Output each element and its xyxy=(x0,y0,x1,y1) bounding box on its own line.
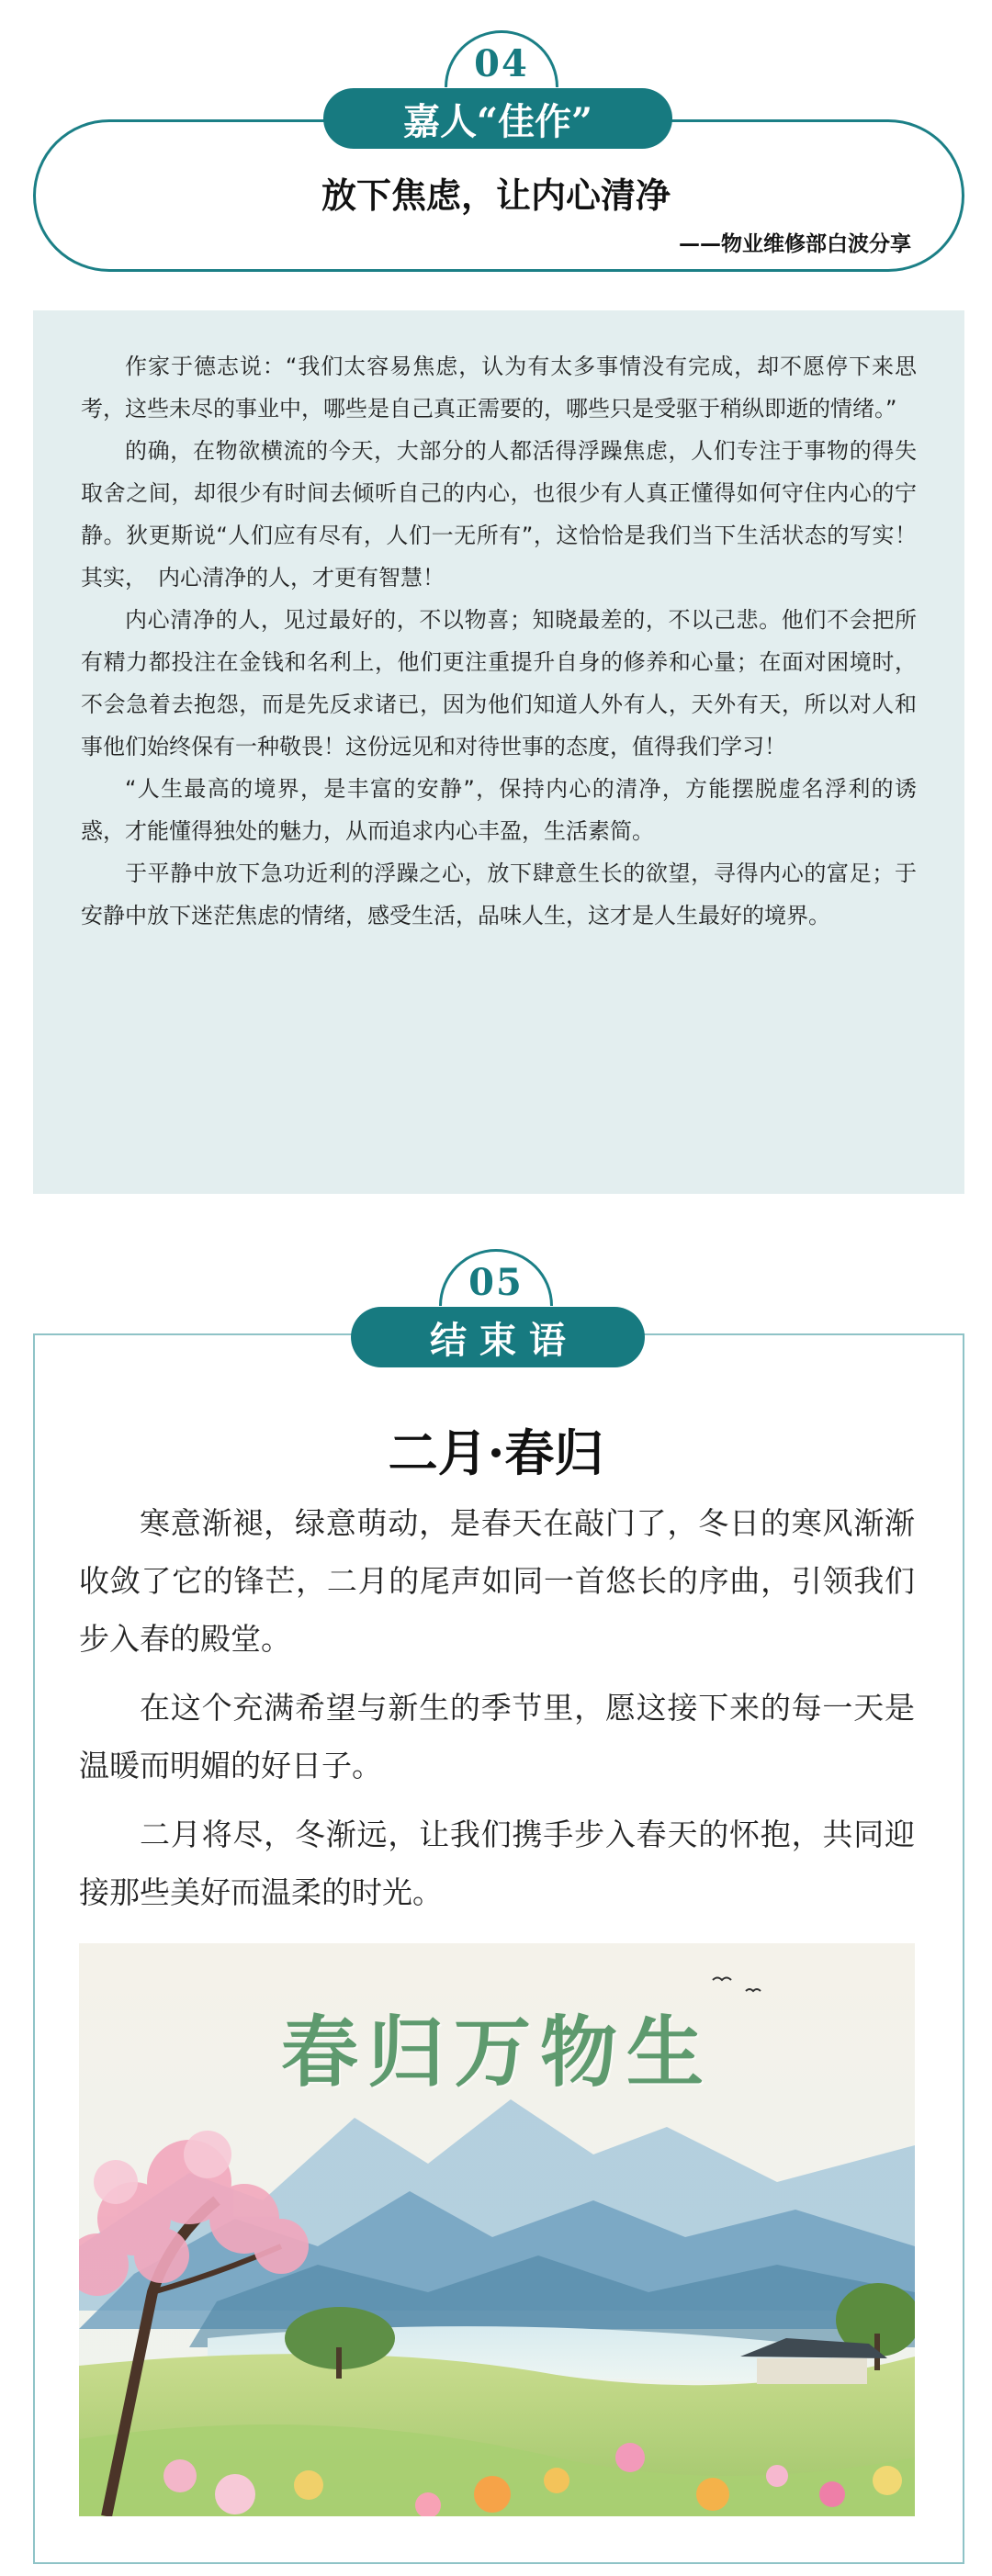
painting-caption: 春归万物生 xyxy=(280,2007,713,2098)
section-04-title: 放下焦虑，让内心清净 xyxy=(321,175,671,216)
section-05-article xyxy=(79,1494,915,1932)
section-04-article xyxy=(33,310,964,1194)
paragraph: 内心清净的人，见过最好的，不以物喜；知晓最差的，不以己悲。他们不会把所有精力都投注在金钱和名利上，他们更注重提升自身的修养和心量；在面对困境时，不会急着去抱怨，而是先反求诸已，因为他们知道人外有人，天外有天，所以对人和事他们始终保有一种敬畏！这份远见和对待世事的态度，值得我们学习！ xyxy=(81,607,917,759)
section-05-title: 二月·春归 xyxy=(388,1423,604,1482)
paragraph: 作家于德志说：“我们太容易焦虑，认为有太多事情没有完成，却不愿停下来思考，这些未尽的事业中，哪些是自己真正需要的，哪些只是受驱于稍纵即逝的情绪。” xyxy=(81,354,917,422)
paragraph: 于平静中放下急功近利的浮躁之心，放下肆意生长的欲望，寻得内心的富足；于安静中放下迷茫焦虑的情绪，感受生活，品味人生，这才是人生最好的境界。 xyxy=(81,861,917,928)
section-05-number: 05 xyxy=(439,1249,553,1306)
section-04-number: 04 xyxy=(445,30,558,87)
section-05-tag: 结 束 语 xyxy=(351,1307,645,1367)
section-04-byline: ——物业维修部白波分享 xyxy=(679,232,911,256)
paragraph: “人生最高的境界，是丰富的安静”，保持内心的清净，方能摆脱虚名浮利的诱惑，才能懂得独处的魅力，从而追求内心丰盈，生活素简。 xyxy=(81,776,917,844)
paragraph: 的确，在物欲横流的今天，大部分的人都活得浮躁焦虑，人们专注于事物的得失取舍之间，却很少有时间去倾听自己的内心，也很少有人真正懂得如何守住内心的宁静。狄更斯说“人们应有尽有，人们一无所有”，这恰恰是我们当下生活状态的写实！其实， 内心清净的人，才更有智慧！ xyxy=(81,438,917,591)
section-04-tag: 嘉人“佳作” xyxy=(323,88,672,149)
paragraph: 在这个充满希望与新生的季节里，愿这接下来的每一天是温暖而明媚的好日子。 xyxy=(79,1690,915,1783)
paragraph: 二月将尽，冬渐远，让我们携手步入春天的怀抱，共同迎接那些美好而温柔的时光。 xyxy=(79,1817,915,1910)
paragraph: 寒意渐褪，绿意萌动，是春天在敲门了，冬日的寒风渐渐收敛了它的锋芒，二月的尾声如同一首悠长的序曲，引领我们步入春的殿堂。 xyxy=(79,1505,915,1657)
spring-landscape-painting xyxy=(79,1943,915,2516)
